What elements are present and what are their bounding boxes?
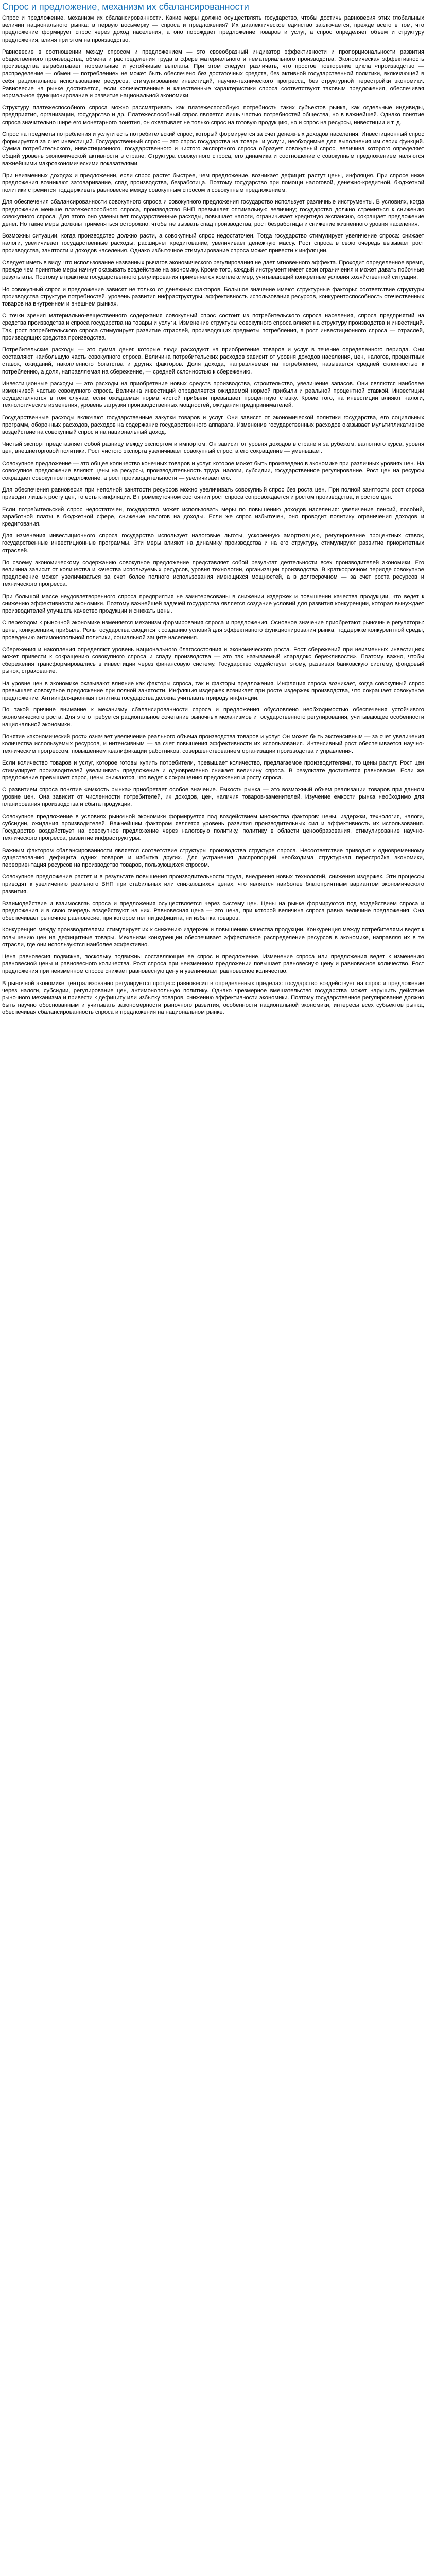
paragraph: Важным фактором сбалансированности является соответствие структуры производства структуре спроса. Несоответствие приводит к одновременному существованию дефицита одних товаров и избытка других. Для устранения диспропорций необходима структурная перестройка экономики, переориентация ресурсов на производство товаров, пользующихся спросом. (2, 847, 424, 868)
document-body (1, 14, 424, 1016)
paragraph: Совокупное предложение в условиях рыночной экономики формируется под воздействием множества факторов: цены, издержки, технология, налоги, субсидии, ожидания производителей. Важнейшим фактором является уровень развития производительных сил и эффективность их использования. Государство воздействует на совокупное предложение через налоговую политику, политику в области ценообразования, стимулирование научно-технического прогресса, развитие инфраструктуры. (2, 813, 424, 842)
paragraph: Равновесие в соотношении между спросом и предложением — это своеобразный индикатор эффективности и пропорциональности развития общественного производства, обмена и распределения труда в сфере материального и нематериального производства. Экономическая эффективность производства вырабатывает нормальные и устойчивые выплаты. При этом следует различать, что простое повторение цикла «производство — распределение — обмен — потребление» не может быть обеспечено без достаточных средств, без активной государственной политики, включающей в себя рациональное использование ресурсов, стимулирование инвестиций, научно-технического прогресса, без структурной перестройки экономики. Равновесие на рынке достигается, если количественные и качественные характеристики спроса соответствуют таковым предложения, обеспечивая нормальное функционирование и развитие национальной экономики. (2, 48, 424, 99)
paragraph: Конкуренция между производителями стимулирует их к снижению издержек и повышению качества продукции. Конкуренция между потребителями ведет к повышению цен на дефицитные товары. Механизм конкуренции обеспечивает эффективное распределение ресурсов в экономике, направляя их в те отрасли, где они используются наиболее эффективно. (2, 927, 424, 948)
paragraph: На уровне цен в экономике оказывают влияние как факторы спроса, так и факторы предложения. Инфляция спроса возникает, когда совокупный спрос превышает совокупное предложение при полной занятости. Инфляция издержек возникает при росте издержек производства, что сокращает совокупное предложение. Антиинфляционная политика государства должна учитывать природу инфляции. (2, 680, 424, 702)
paragraph: Возможны ситуации, когда производство должно расти, а совокупный спрос недостаточен. Тогда государство стимулирует увеличение спроса: снижает налоги, увеличивает государственные расходы, расширяет кредитование, увеличивает денежную массу. Рост спроса в свою очередь вызывает рост производства, занятости и доходов населения. Однако избыточное стимулирование спроса может привести к инфляции. (2, 233, 424, 254)
paragraph: Потребительские расходы — это сумма денег, которые люди расходуют на приобретение товаров и услуг в течение определенного периода. Они составляют наибольшую часть совокупного спроса. Величина потребительских расходов зависит от уровня доходов населения, цен, налогов, процентных ставок, ожиданий, накопленного богатства и других факторов. Доля дохода, направляемая на потребление, называется средней склонностью к потреблению, а доля, направляемая на сбережение, — средней склонностью к сбережению. (2, 346, 424, 375)
paragraph: С точки зрения материально-вещественного содержания совокупный спрос состоит из потребительского спроса населения, спроса предприятий на средства производства и спроса государства на товары и услуги. Изменение структуры совокупного спроса влияет на структуру производства и инвестиций. Так, рост потребительского спроса стимулирует развитие отраслей, производящих предметы потребления, а рост инвестиционного спроса — отраслей, производящих средства производства. (2, 313, 424, 341)
document-header (1, 1, 435, 14)
paragraph: Цена равновесия подвижна, поскольку подвижны составляющие ее спрос и предложение. Изменение спроса или предложения ведет к изменению равновесной цены и равновесного количества. Рост спроса при неизменном предложении повышает равновесную цену и равновесное количество. Рост предложения при неизменном спросе снижает равновесную цену и увеличивает равновесное количество. (2, 953, 424, 975)
paragraph: С переходом к рыночной экономике изменяется механизм формирования спроса и предложения. Основное значение приобретают рыночные регуляторы: цены, конкуренция, прибыль. Роль государства сводится к созданию условий для эффективного функционирования рынка, поддержке конкурентной среды, проведению антимонопольной политики, социальной защите населения. (2, 620, 424, 641)
paragraph: По такой причине внимание к механизму сбалансированности спроса и предложения обусловлено необходимостью обеспечения устойчивого экономического роста. Для этого требуется рациональное сочетание рыночных механизмов и государственного регулирования, учитывающее особенности национальной экономики. (2, 707, 424, 728)
paragraph: В рыночной экономике централизованно регулируется процесс равновесия в определенных пределах: государство воздействует на спрос и предложение через налоги, субсидии, регулирование цен, антимонопольную политику. Однако чрезмерное вмешательство государства может нарушить действие рыночного механизма и привести к дефициту или избытку товаров, снижению эффективности экономики. Поэтому государственное регулирование должно быть научно обоснованным и учитывать закономерности рыночного развития, особенности национальной экономики, интересы всех субъектов рынка, обеспечивая сбалансированность спроса и предложения на национальном рынке. (2, 980, 424, 1016)
paragraph: Взаимодействие и взаимосвязь спроса и предложения осуществляется через систему цен. Цены на рынке формируются под воздействием спроса и предложения и в свою очередь воздействуют на них. Равновесная цена — это цена, при которой величина спроса равна величине предложения. Она обеспечивает рыночное равновесие, при котором нет ни дефицита, ни избытка товаров. (2, 900, 424, 922)
paragraph: Совокупное предложение растет и в результате повышения производительности труда, внедрения новых технологий, снижения издержек. Эти процессы приводят к увеличению реального ВНП при стабильных или снижающихся ценах, что является наиболее благоприятным вариантом экономического развития. (2, 874, 424, 895)
document-title: Спрос и предложение, механизм их сбалансированности (2, 2, 249, 12)
paragraph: Понятие «экономический рост» означает увеличение реального объема производства товаров и услуг. Он может быть экстенсивным — за счет увеличения количества используемых ресурсов, и интенсивным — за счет повышения эффективности их использования. Интенсивный рост обеспечивается научно-техническим прогрессом, повышением квалификации работников, совершенствованием организации производства и управления. (2, 733, 424, 755)
paragraph: Спрос на предметы потребления и услуги есть потребительский спрос, который формируется за счет денежных доходов населения. Инвестиционный спрос формируется за счет инвестиций. Государственный спрос — это спрос государства на товары и услуги, необходимые для выполнения им своих функций. Сумма потребительского, инвестиционного, государственного и чистого экспортного спроса образует совокупный спрос, величина которого определяет общий уровень экономической активности в стране. Структура совокупного спроса, его динамика и соотношение с совокупным предложением являются важнейшими макроэкономическими показателями. (2, 131, 424, 167)
paragraph: Если количество товаров и услуг, которое готовы купить потребители, превышает количество, предлагаемое производителями, то цены растут. Рост цен стимулирует производителей увеличивать предложение и одновременно снижает величину спроса. В результате достигается равновесие. Если же предложение превышает спрос, цены снижаются, что ведет к сокращению предложения и росту спроса. (2, 760, 424, 781)
paragraph: При неизменных доходах и предложении, если спрос растет быстрее, чем предложение, возникает дефицит, растут цены, инфляция. При спросе ниже предложения возникают затоваривание, спад производства, безработица. Поэтому государство при помощи налоговой, денежно-кредитной, бюджетной политики стремится поддерживать равновесие между совокупным спросом и совокупным предложением. (2, 172, 424, 194)
paragraph: Чистый экспорт представляет собой разницу между экспортом и импортом. Он зависит от уровня доходов в стране и за рубежом, валютного курса, уровня цен, внешнеторговой политики. Рост чистого экспорта увеличивает совокупный спрос, а его сокращение — уменьшает. (2, 441, 424, 455)
paragraph: Если потребительский спрос недостаточен, государство может использовать меры по повышению доходов населения: увеличение пенсий, пособий, заработной платы в бюджетной сфере, снижение налогов на доходы. Если же спрос избыточен, оно проводит политику ограничения доходов и кредитования. (2, 506, 424, 527)
paragraph: Для изменения инвестиционного спроса государство использует налоговые льготы, ускоренную амортизацию, регулирование процентных ставок, государственные инвестиционные программы. Эти меры влияют на динамику производства и на его структуру, стимулируют развитие приоритетных отраслей. (2, 533, 424, 554)
paragraph: Но совокупный спрос и предложение зависят не только от денежных факторов. Большое значение имеют структурные факторы: соответствие структуры производства структуре потребностей, уровень развития инфраструктуры, эффективность использования ресурсов, конкурентоспособность отечественных товаров на внутреннем и внешнем рынках. (2, 286, 424, 307)
paragraph: Инвестиционные расходы — это расходы на приобретение новых средств производства, строительство, увеличение запасов. Они являются наиболее изменчивой частью совокупного спроса. Величина инвестиций определяется ожидаемой нормой прибыли и реальной процентной ставкой. Инвестиции осуществляются в том случае, если ожидаемая норма чистой прибыли превышает процентную ставку. Кроме того, на инвестиции влияют налоги, технологические изменения, уровень загрузки производственных мощностей, ожидания предпринимателей. (2, 380, 424, 409)
paragraph: Сбережения и накопления определяют уровень национального благосостояния и экономического роста. Рост сбережений при неизменных инвестициях может привести к сокращению совокупного спроса и спаду производства — это так называемый «парадокс бережливости». Поэтому важно, чтобы сбережения трансформировались в инвестиции через финансовую систему. Государство содействует этому, развивая банковскую систему, фондовый рынок, страхование. (2, 646, 424, 675)
paragraph: Спрос и предложение, механизм их сбалансированности. Какие меры должно осуществлять государство, чтобы достичь равновесия этих глобальных величин национального рынка: в первую восьмерку — спроса и предложения? Их диалектическое единство заключается, прежде всего в том, что предложение формирует спрос через доход населения, а оно порождает предложение товаров и услуг, а спрос определяет объем и структуру предложения, влияя при этом на производство. (2, 15, 424, 43)
paragraph: Государственные расходы включают государственные закупки товаров и услуг. Они зависят от экономической политики государства, его социальных программ, оборонных расходов, расходов на содержание государственного аппарата. Изменение государственных расходов оказывает мультипликативное воздействие на совокупный спрос и на национальный доход. (2, 414, 424, 435)
paragraph: По своему экономическому содержанию совокупное предложение представляет собой результат деятельности всех производителей экономики. Его величина зависит от количества и качества используемых ресурсов, уровня технологии, организации производства. В краткосрочном периоде совокупное предложение может увеличиваться за счет более полного использования имеющихся мощностей, а в долгосрочном — за счет роста ресурсов и технического прогресса. (2, 559, 424, 588)
paragraph: При большой массе неудовлетворенного спроса предприятия не заинтересованы в снижении издержек и повышении качества продукции, что ведет к снижению эффективности экономики. Поэтому важнейшей задачей государства является создание условий для развития конкуренции, которая вынуждает производителей улучшать качество продукции и снижать цены. (2, 593, 424, 615)
paragraph: Следует иметь в виду, что использование названных рычагов экономического регулирования не дает мгновенного эффекта. Проходит определенное время, прежде чем принятые меры начнут оказывать воздействие на экономику. Кроме того, каждый инструмент имеет свои ограничения и может давать побочные результаты. Поэтому в практике государственного регулирования применяется комплекс мер, учитывающий конкретные условия хозяйственной ситуации. (2, 259, 424, 281)
paragraph: Для обеспечения равновесия при неполной занятости ресурсов можно увеличивать совокупный спрос без роста цен. При полной занятости рост спроса приводит лишь к росту цен, то есть к инфляции. В промежуточном состоянии рост спроса сопровождается и ростом производства, и ростом цен. (2, 487, 424, 501)
paragraph: Для обеспечения сбалансированности совокупного спроса и совокупного предложения государство использует различные инструменты. В условиях, когда предложение меньше платежеспособного спроса, производство ВНП превышает оптимальную величину; государство должно стремиться к снижению совокупного спроса. Для этого оно уменьшает государственные расходы, повышает налоги, ограничивает кредитную экспансию, сокращает предложение денег. Но такие меры должны применяться осторожно, чтобы не вызвать спад производства, рост безработицы и снижение жизненного уровня населения. (2, 199, 424, 228)
paragraph: Структуру платежеспособного спроса можно рассматривать как платежеспособную потребность таких субъектов рынка, как отдельные индивиды, предприятия, организации, государство и др. Платежеспособный спрос является лишь частью потребностей общества, но в важнейшей. Однако понятие спроса значительно шире его монетарного понятия, он охватывает не только спрос на готовую продукцию, но и спрос на ресурсы, инвестиции и т. д. (2, 105, 424, 126)
paragraph: Совокупное предложение — это общее количество конечных товаров и услуг, которое может быть произведено в экономике при различных уровнях цен. На совокупное предложение влияют цены на ресурсы, производительность труда, налоги, субсидии, государственное регулирование. Рост цен на ресурсы сокращает совокупное предложение, а рост производительности — увеличивает его. (2, 460, 424, 481)
paragraph: С развитием спроса понятие «емкость рынка» приобретает особое значение. Емкость рынка — это возможный объем реализации товаров при данном уровне цен. Она зависит от численности потребителей, их доходов, цен, наличия товаров-заменителей. Изучение емкости рынка необходимо для планирования производства и сбыта продукции. (2, 787, 424, 808)
